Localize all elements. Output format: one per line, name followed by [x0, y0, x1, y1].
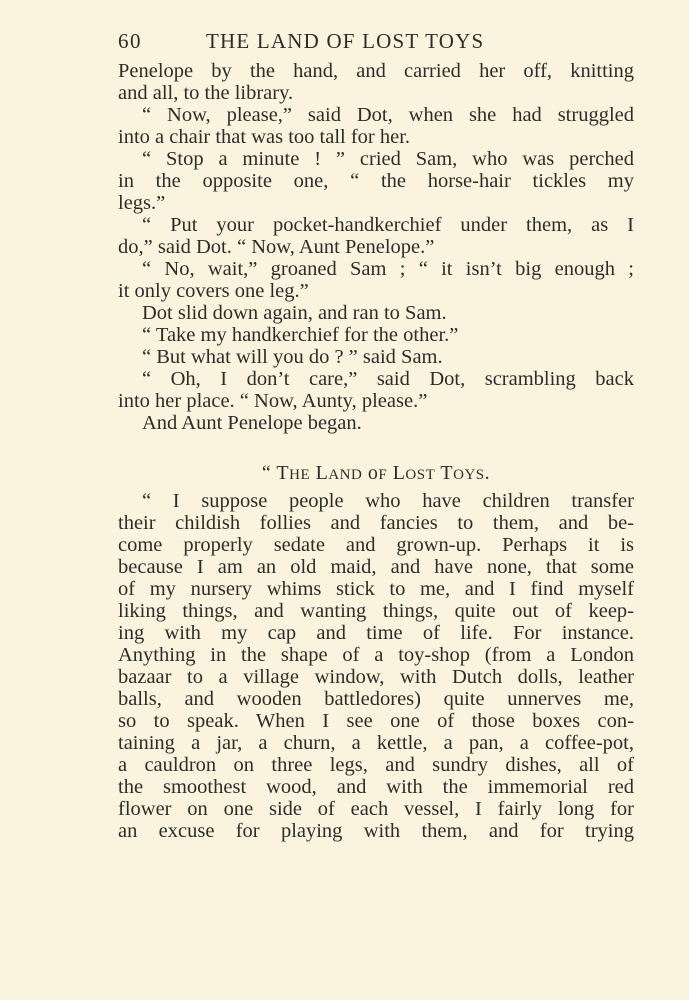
text-line: flower on one side of each vessel, I fairly long for	[118, 798, 634, 820]
text-line: Anything in the shape of a toy-shop (from a London	[118, 644, 634, 666]
text-line: “ I suppose people who have children transfer	[142, 490, 634, 512]
page-number: 60	[118, 29, 142, 53]
text-line: of my nursery whims stick to me, and I find myself	[118, 578, 634, 600]
text-line: an excuse for playing with them, and for trying	[118, 820, 634, 842]
text-line: “ Put your pocket-handkerchief under them, as I	[142, 214, 634, 236]
running-title: THE LAND OF LOST TOYS	[206, 29, 485, 53]
text-line: into her place. “ Now, Aunty, please.”	[118, 390, 428, 412]
text-line: “ No, wait,” groaned Sam ; “ it isn’t big enough ;	[142, 258, 634, 280]
text-line: so to speak. When I see one of those boxes con-	[118, 710, 634, 732]
text-line: “ Oh, I don’t care,” said Dot, scrambling back	[142, 368, 634, 390]
text-line: balls, and wooden battledores) quite unnerves me,	[118, 688, 634, 710]
text-line: a cauldron on three legs, and sundry dishes, all of	[118, 754, 634, 776]
text-line: bazaar to a village window, with Dutch dolls, leather	[118, 666, 634, 688]
text-line: “ Now, please,” said Dot, when she had struggled	[142, 104, 634, 126]
text-line: ing with my cap and time of life. For instance.	[118, 622, 634, 644]
story-section	[118, 490, 634, 842]
text-line: liking things, and wanting things, quite out of keep-	[118, 600, 634, 622]
text-line: legs.”	[118, 192, 166, 214]
text-line: into a chair that was too tall for her.	[118, 126, 411, 148]
text-line: and all, to the library.	[118, 82, 294, 104]
section-gap	[118, 434, 634, 456]
text-line: “ Take my handkerchief for the other.”	[142, 324, 459, 346]
text-line: their childish follies and fancies to them, and be-	[118, 512, 634, 534]
text-line: “ Stop a minute ! ” cried Sam, who was perched	[142, 148, 634, 170]
text-line: in the opposite one, “ the horse-hair tickles my	[118, 170, 634, 192]
text-line: the smoothest wood, and with the immemorial red	[118, 776, 634, 798]
text-line: And Aunt Penelope began.	[142, 412, 362, 434]
text-line: Dot slid down again, and ran to Sam.	[142, 302, 447, 324]
text-line: taining a jar, a churn, a kettle, a pan, a coffee-pot,	[118, 732, 634, 754]
text-line: it only covers one leg.”	[118, 280, 309, 302]
text-line: come properly sedate and grown-up. Perhaps it is	[118, 534, 634, 556]
dialogue-section	[118, 60, 634, 434]
page-header	[118, 30, 634, 60]
text-line: do,” said Dot. “ Now, Aunt Penelope.”	[118, 236, 435, 258]
text-line: because I am an old maid, and have none, that some	[118, 556, 634, 578]
text-line: Penelope by the hand, and carried her off, knitting	[118, 60, 634, 82]
section-heading: “ THE LAND oF LOST TOYS.	[261, 462, 491, 484]
book-page	[118, 30, 634, 842]
text-line: “ But what will you do ? ” said Sam.	[142, 346, 443, 368]
